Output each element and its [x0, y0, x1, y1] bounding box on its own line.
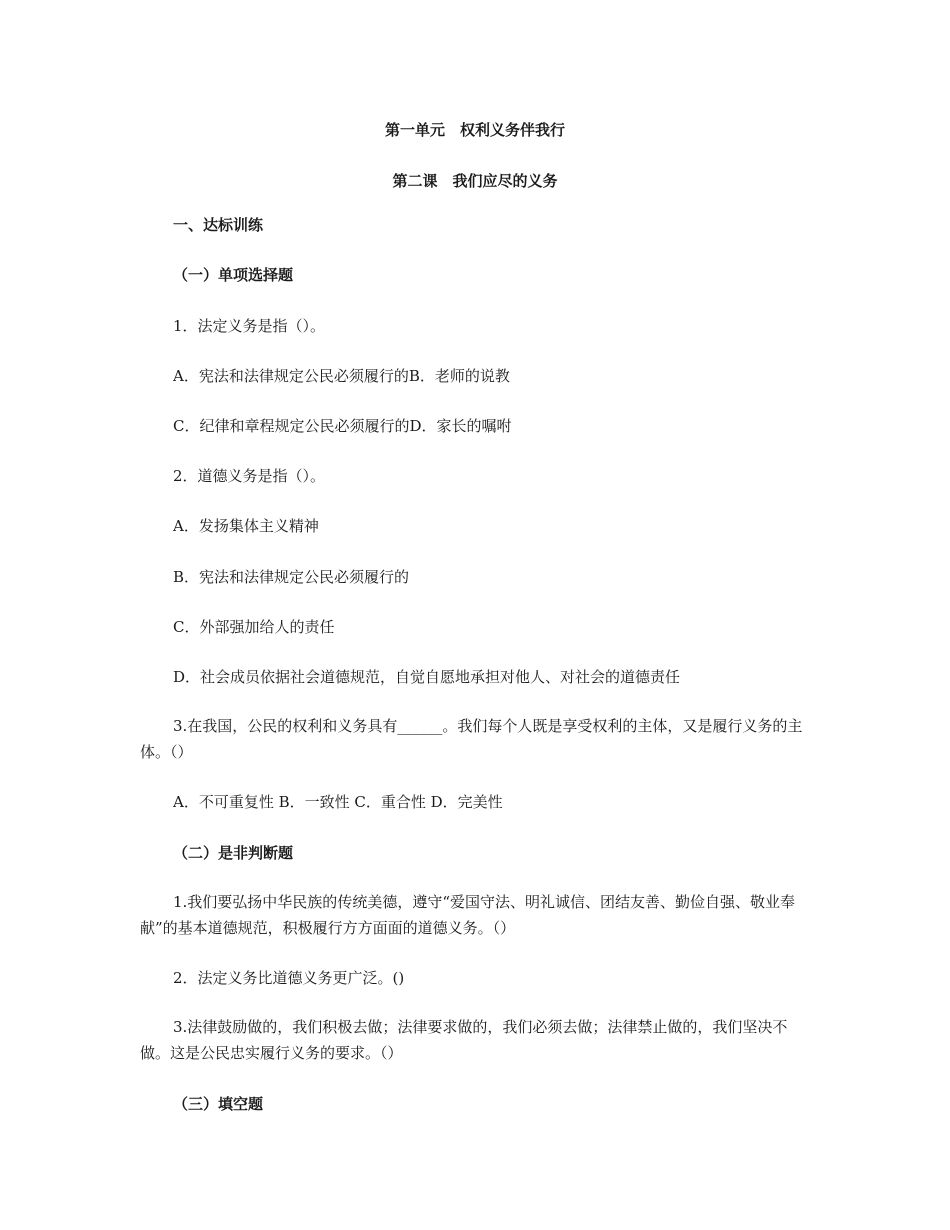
question-1: 1．法定义务是指（）。	[173, 317, 326, 335]
part-heading-single-choice: （一）单项选择题	[173, 266, 294, 284]
judgement-2: 2．法定义务比道德义务更广泛。()	[173, 969, 405, 987]
question-2-option-a: A．发扬集体主义精神	[173, 517, 319, 535]
part-heading-fill-in: （三）填空题	[173, 1095, 264, 1113]
question-2-option-b: B．宪法和法律规定公民必须履行的	[173, 568, 410, 586]
section-heading: 一、达标训练	[173, 216, 264, 234]
question-2-option-d: D．社会成员依据社会道德规范，自觉自愿地承担对他人、对社会的道德责任	[173, 668, 681, 686]
lesson-title: 第二课 我们应尽的义务	[392, 172, 558, 190]
question-3-options: A．不可重复性 B．一致性 C．重合性 D．完美性	[173, 793, 503, 811]
question-3: 3.在我国，公民的权利和义务具有______。我们每个人既是享受权利的主体，又是履行义务的主体。（）	[140, 717, 803, 761]
judgement-1: 1.我们要弘扬中华民族的传统美德，遵守“爱国守法、明礼诚信、团结友善、勤俭自强、敬业奉献”的基本道德规范，积极履行方方面面的道德义务。（）	[140, 893, 795, 937]
question-2-option-c: C．外部强加给人的责任	[173, 618, 335, 636]
question-1-options-cd: C．纪律和章程规定公民必须履行的D．家长的嘱咐	[173, 417, 512, 435]
question-2: 2．道德义务是指（）。	[173, 467, 326, 485]
part-heading-true-false: （二）是非判断题	[173, 844, 294, 862]
question-1-options-ab: A．宪法和法律规定公民必须履行的B．老师的说教	[173, 367, 510, 385]
judgement-3: 3.法律鼓励做的，我们积极去做；法律要求做的，我们必须去做；法律禁止做的，我们坚决不做。这是公民忠实履行义务的要求。（）	[140, 1018, 788, 1062]
unit-title: 第一单元 权利义务伴我行	[384, 121, 565, 139]
